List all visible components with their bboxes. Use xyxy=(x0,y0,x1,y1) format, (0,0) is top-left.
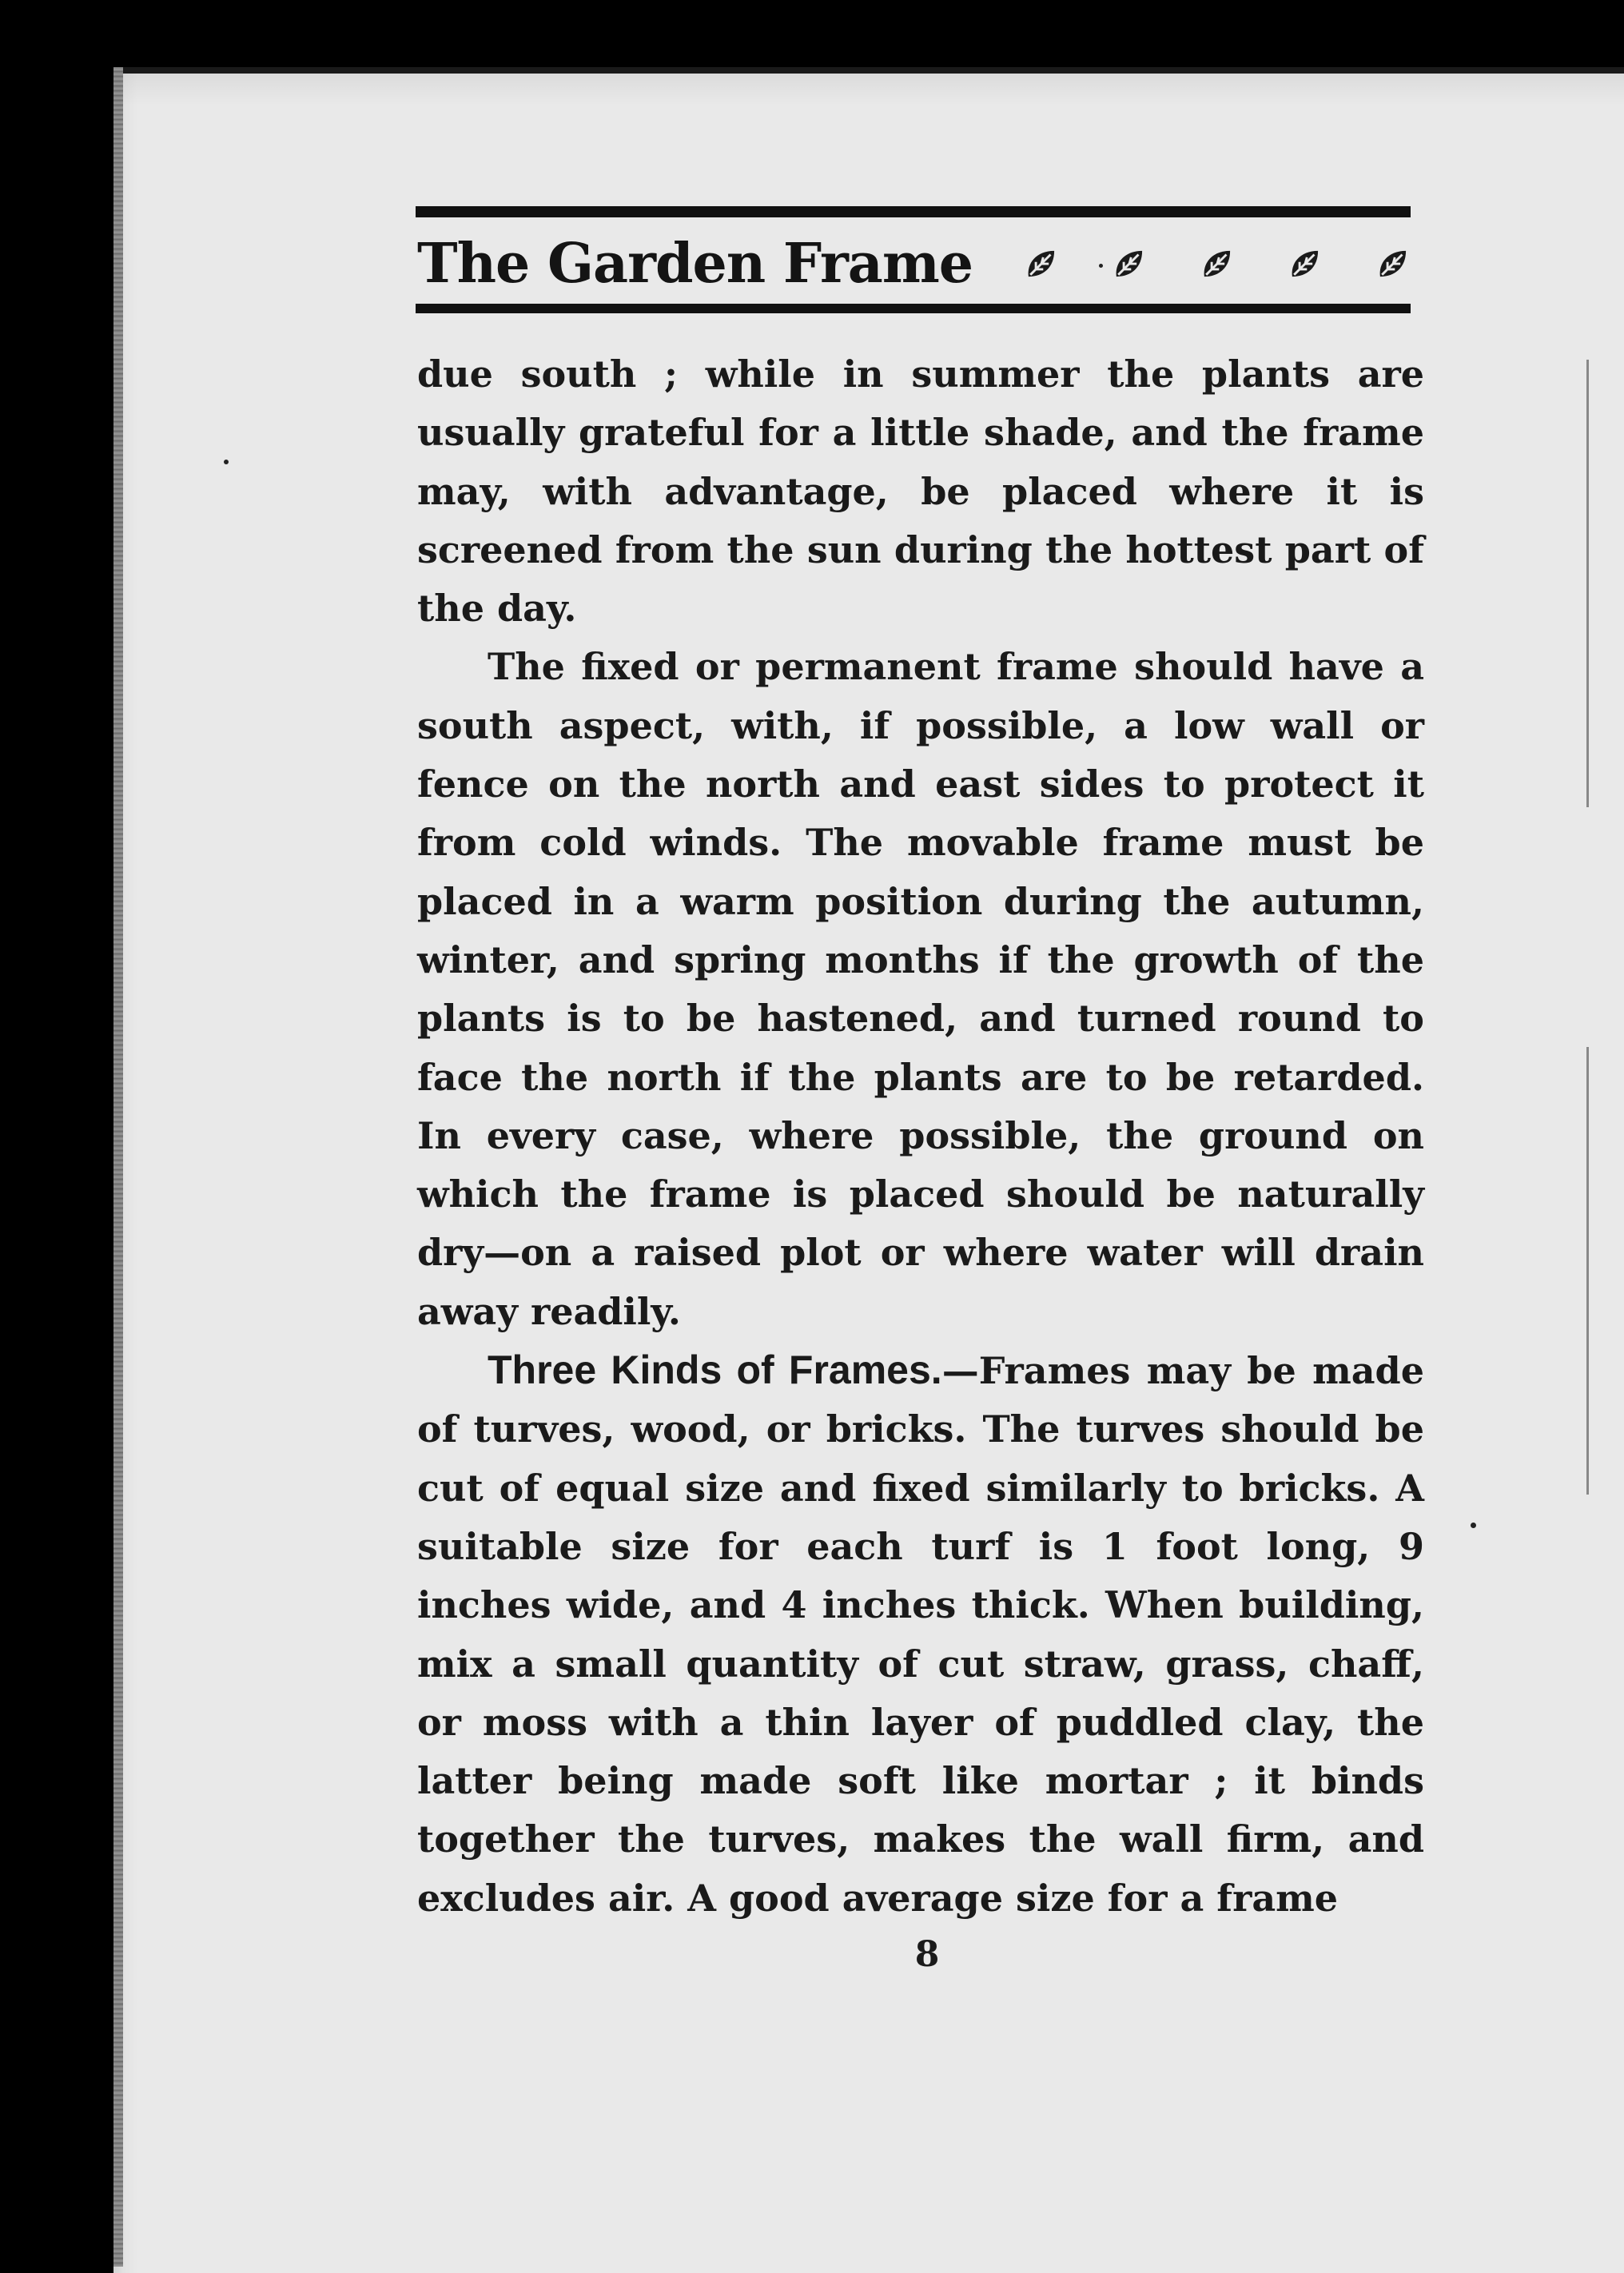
running-title: The Garden Frame xyxy=(417,232,973,296)
leaf-ornament-icon xyxy=(1199,245,1236,282)
ornament-row xyxy=(1023,240,1411,288)
scan-speck xyxy=(224,460,229,464)
page-binding-edge xyxy=(113,67,123,2267)
running-head xyxy=(417,232,973,296)
header-bottom-rule xyxy=(416,304,1411,313)
paragraph xyxy=(417,1341,1424,1928)
leaf-ornament-icon xyxy=(1375,245,1411,282)
scan-speck xyxy=(1471,1523,1476,1528)
margin-rule xyxy=(1586,1047,1589,1495)
header-top-rule xyxy=(416,206,1411,217)
body-text xyxy=(417,345,1424,1928)
paragraph: The fixed or permanent frame should have a south aspect, with, if possible, a low wall or fence on the north and east sides to protect it from cold winds. The movable frame must be placed in a warm position during the autumn, winter, and spring months if the growth of the plants is to be hastened, and turned round to face the north if the plants are to be retarded. In every case, where possible, the ground on which the frame is placed should be naturally dry—on a raised plot or where water will drain away readily. xyxy=(417,645,1424,1333)
margin-rule xyxy=(1586,360,1589,807)
page-number: 8 xyxy=(914,1934,940,1975)
leaf-ornament-icon xyxy=(1111,245,1148,282)
section-heading: Three Kinds of Frames. xyxy=(488,1347,942,1393)
leaf-ornament-icon xyxy=(1023,245,1060,282)
leaf-ornament-icon xyxy=(1287,245,1323,282)
paragraph-text: —Frames may be made of turves, wood, or bricks. The turves should be cut of equal size and fixed similarly to bricks. A suitable size for each turf is 1 foot long, 9 inches wide, and 4 inches thick. When building, mix a small quantity of cut straw, grass, chaff, or moss with a thin layer of puddled clay, the latter being made soft like mortar ; it binds together the turves, makes the wall firm, and excludes air. A good average size for a frame xyxy=(417,1349,1424,1920)
scan-speck xyxy=(1099,264,1103,268)
paragraph: due south ; while in summer the plants are usually grateful for a little shade, and the frame may, with advantage, be placed where it is screened from the sun during the hottest part of the day. xyxy=(417,352,1424,631)
